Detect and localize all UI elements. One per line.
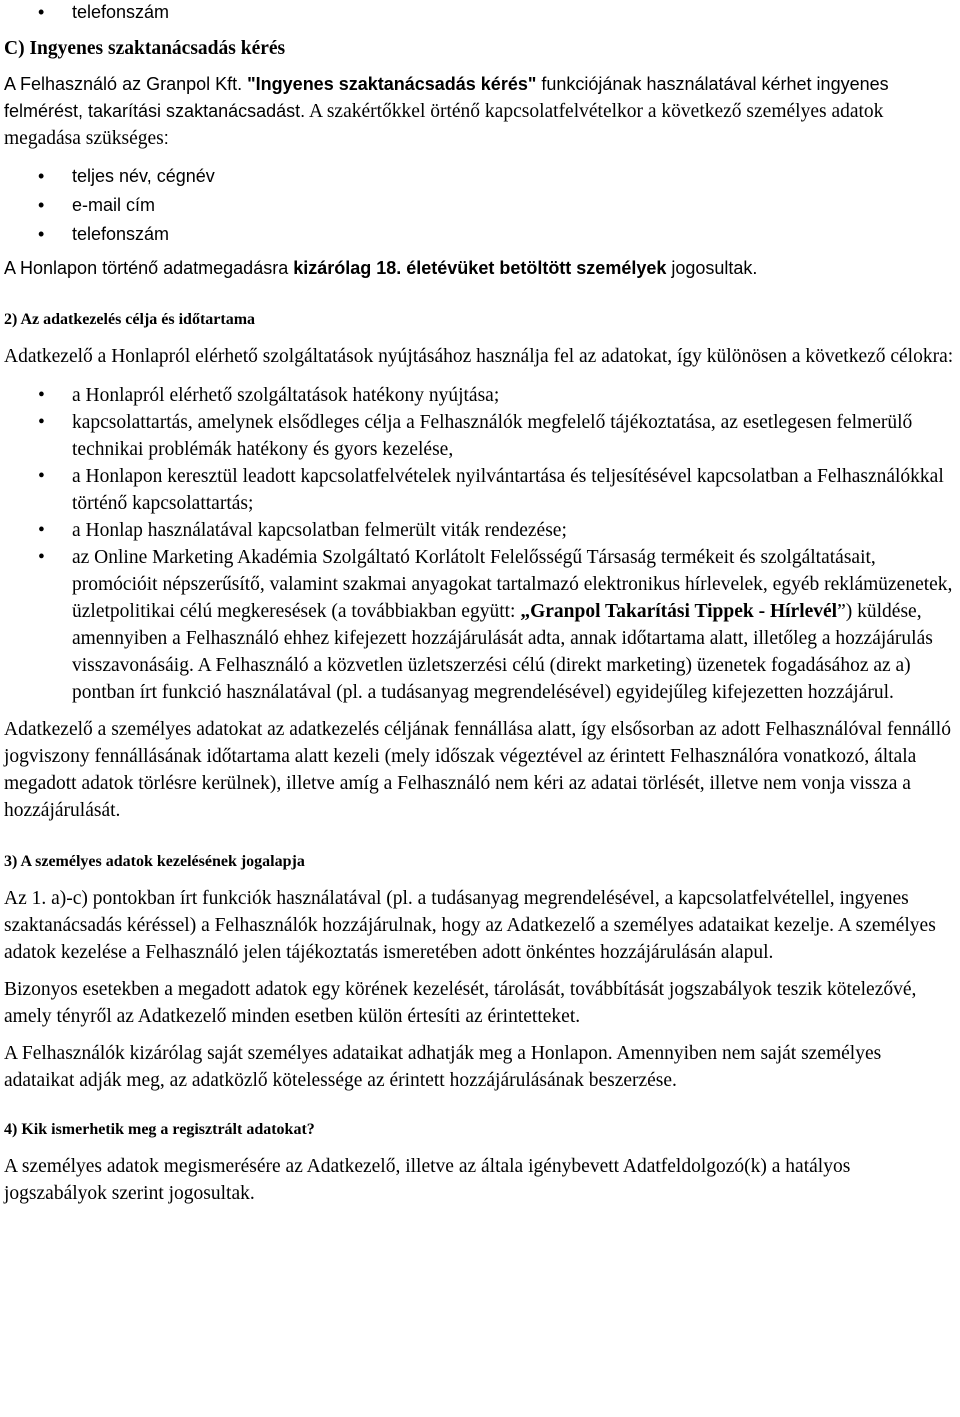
list-item: • a Honlap használatával kapcsolatban felmerült viták rendezése; (4, 517, 954, 544)
paragraph: Adatkezelő a személyes adatokat az adatkezelés céljának fennállása alatt, így elsősorban az adott Felhasználóval fennálló jogviszony fennállásának időtartama alatt kezeli (mely időszak végeztével az érintett Felhasználóra vonatkozó, általa megadott adatok törlésre kerülnek), illetve amíg a Felhasználó nem kéri az adatai törlését, illetve nem vonja vissza a hozzájárulását. (4, 719, 951, 821)
paragraph: Bizonyos esetekben a megadott adatok egy körének kezelését, tárolását, továbbítását jogszabályok teszik kötelezővé, amely tényről az Adatkezelő minden esetben külön értesíti az érintetteket. (4, 979, 917, 1027)
bullet-list (4, 382, 954, 706)
paragraph: Adatkezelő a Honlapról elérhető szolgáltatások nyújtásához használja fel az adatokat, így különösen a következő célokra: (4, 346, 954, 367)
top-bullet-list (4, 0, 954, 26)
list-item: • teljes név, cégnév (4, 162, 954, 191)
subsection-heading: C) Ingyenes szaktanácsadás kérés (4, 38, 286, 59)
list-item: • az Online Marketing Akadémia Szolgáltató Korlátolt Felelősségű Társaság termékeit és szolgáltatásait, promócióit népszerűsítő, valamint szakmai anyagokat tartalmazó elektronikus hírlevelek, egyéb reklámüzenetek, üzletpolitikai célú megkeresések (a továbbiakban együtt: „Granpol Takarítási Tippek - Hírlevél”) küldése, amennyiben a Felhasználó ehhez kifejezett hozzájárulását adta, annak időtartama alatt, illetőleg a hozzájárulás visszavonásáig. A Felhasználó a közvetlen üzletszerzési célú (direkt marketing) üzenetek fogadásához az a) pontban írt funkció használatával (pl. a tudásanyag megrendelésével) egyidejűleg kifejezetten hozzájárul. (4, 544, 954, 706)
list-item: • a Honlapon keresztül leadott kapcsolatfelvételek nyilvántartása és teljesítésével kapcsolatban a Felhasználókkal történő kapcsolattartás; (4, 463, 954, 517)
paragraph: A Honlapon történő adatmegadásra kizárólag 18. életévüket betöltött személyek jogosultak. (4, 258, 758, 278)
bullet-list (4, 162, 954, 249)
section-heading: 2) Az adatkezelés célja és időtartama (4, 311, 256, 328)
list-item: • a Honlapról elérhető szolgáltatások hatékony nyújtása; (4, 382, 954, 409)
paragraph: A Felhasználó az Granpol Kft. "Ingyenes szaktanácsadás kérés" funkciójának használatával kérhet ingyenes felmérést, takarítási szaktanácsadást. A szakértőkkel örténő kapcsolatfelvételkor a következő személyes adatok megadása szükséges: (4, 74, 889, 149)
section-heading: 4) Kik ismerhetik meg a regisztrált adatokat? (4, 1121, 315, 1138)
paragraph: A személyes adatok megismerésére az Adatkezelő, illetve az általa igénybevett Adatfeldolgozó(k) a hatályos jogszabályok szerint jogosultak. (4, 1156, 851, 1204)
list-item: • telefonszám (4, 220, 954, 249)
list-item: • kapcsolattartás, amelynek elsődleges célja a Felhasználók megfelelő tájékoztatása, az esetlegesen felmerülő technikai problémák hatékony és gyors kezelése, (4, 409, 954, 463)
paragraph: Az 1. a)-c) pontokban írt funkciók használatával (pl. a tudásanyag megrendelésével, a kapcsolatfelvétellel, ingyenes szaktanácsadás kéréssel) a Felhasználók hozzájárulnak, hogy az Adatkezelő a személyes adataikat kezelje. A személyes adatok kezelése a Felhasználó jelen tájékoztatás ismeretében adott önkéntes hozzájárulásán alapul. (4, 888, 936, 963)
list-item: • telefonszám (4, 0, 954, 26)
paragraph: A Felhasználók kizárólag saját személyes adataikat adhatják meg a Honlapon. Amennyiben nem saját személyes adataikat adják meg, az adatközlő kötelessége az érintett hozzájárulásának beszerzése. (4, 1043, 882, 1091)
section-heading: 3) A személyes adatok kezelésének jogalapja (4, 853, 305, 870)
list-item: • e-mail cím (4, 191, 954, 220)
